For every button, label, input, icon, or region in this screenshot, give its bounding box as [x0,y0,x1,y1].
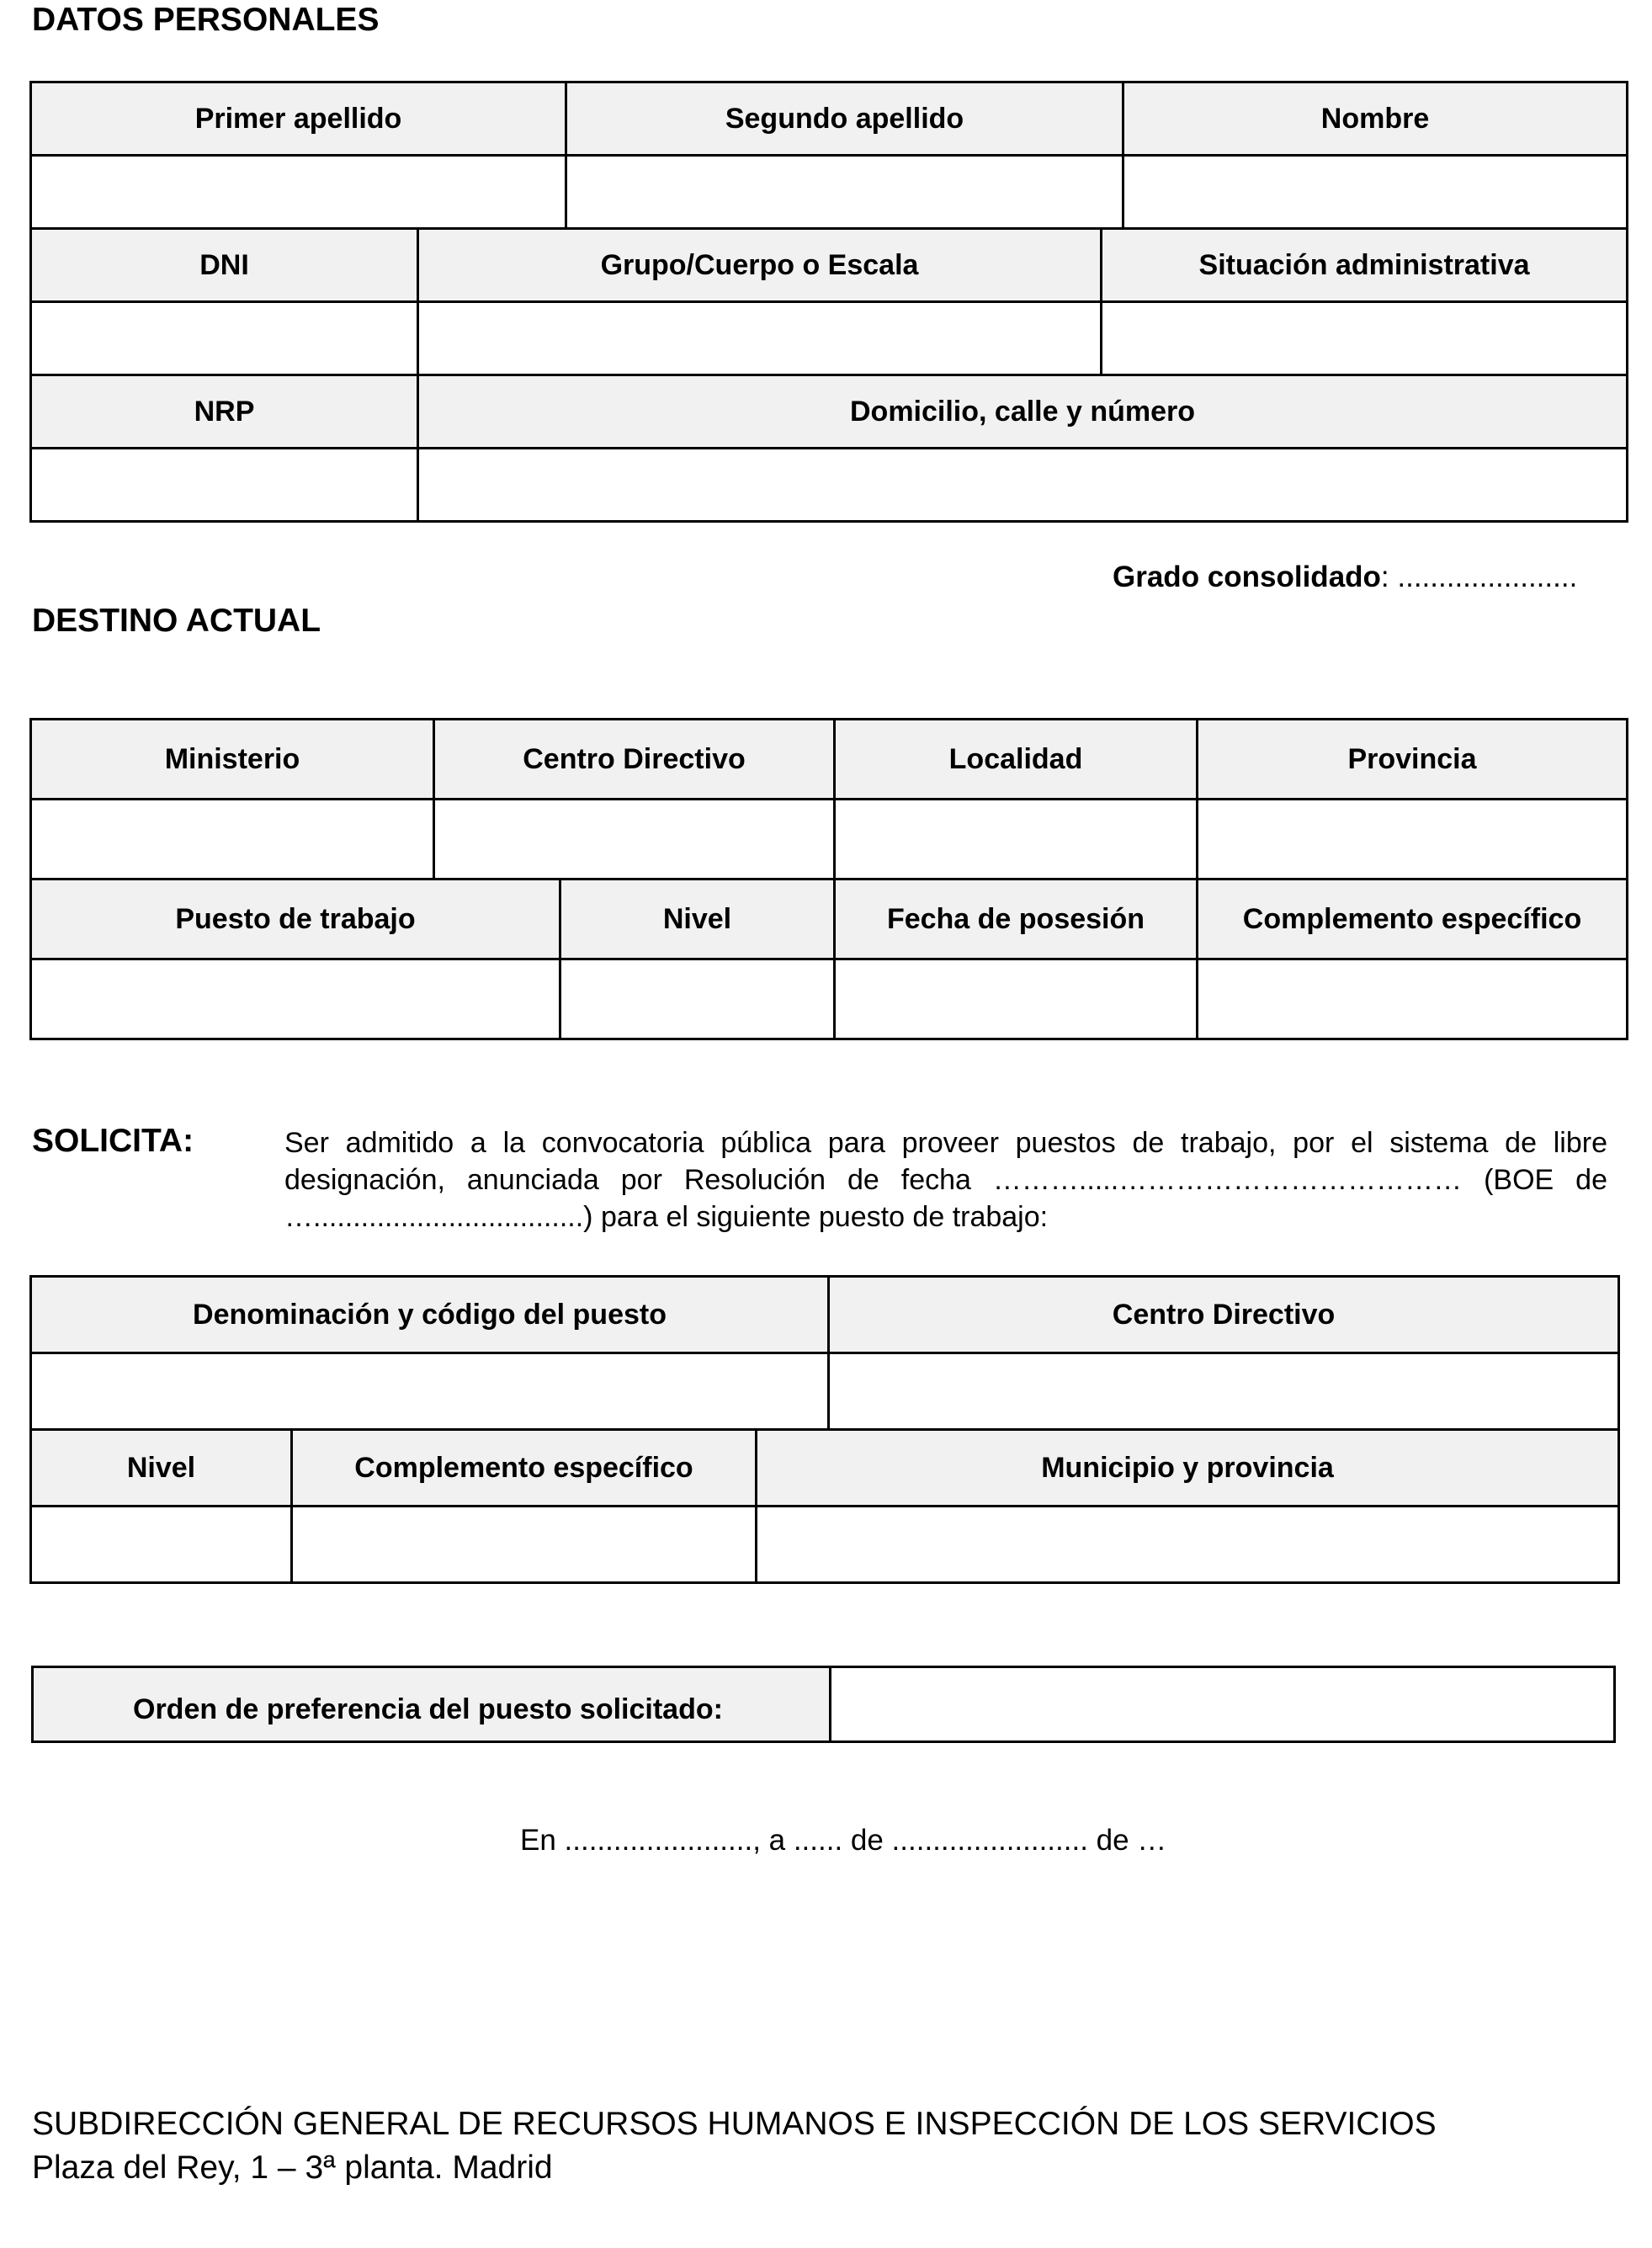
fecha-linea: En ......................., a ...... de ........................ de … [520,1824,1167,1857]
section-title-datos-personales: DATOS PERSONALES [32,2,380,38]
footer-line-1: SUBDIRECCIÓN GENERAL DE RECURSOS HUMANOS E INSPECCIÓN DE LOS SERVICIOS [32,2106,1437,2142]
field-domicilio[interactable] [418,449,1628,522]
orden-preferencia-table [31,1666,1616,1743]
field-orden-preferencia[interactable] [831,1667,1615,1742]
grado-consolidado-value[interactable]: : ...................... [1380,561,1578,593]
header-centro-directivo: Centro Directivo [434,720,835,800]
header-fecha-posesion: Fecha de posesión [835,880,1198,959]
header-dni: DNI [31,229,418,302]
footer-line-2: Plaza del Rey, 1 – 3ª planta. Madrid [32,2150,553,2186]
header-segundo-apellido: Segundo apellido [566,82,1123,156]
header-complemento-solicitado: Complemento específico [292,1430,757,1507]
header-puesto-trabajo: Puesto de trabajo [31,880,560,959]
field-fecha-posesion[interactable] [835,959,1198,1039]
field-nrp[interactable] [31,449,418,522]
field-centro-directivo[interactable] [434,800,835,880]
field-nivel[interactable] [560,959,835,1039]
field-complemento-especifico[interactable] [1198,959,1628,1039]
field-municipio-provincia[interactable] [757,1507,1619,1583]
header-ministerio: Ministerio [31,720,434,800]
header-nivel-solicitado: Nivel [31,1430,292,1507]
field-situacion-administrativa[interactable] [1102,302,1628,375]
solicita-paragraph: Ser admitido a la convocatoria pública para proveer puestos de trabajo, por el sistema de libre designación, anunciada por Resolución de fecha ……….....……………………………… (BOE de …..................................) para el siguiente puesto de trabajo: [284,1127,1607,1233]
footer-address [32,2102,1437,2190]
field-complemento-solicitado[interactable] [292,1507,757,1583]
header-denominacion-codigo: Denominación y código del puesto [31,1277,829,1353]
solicita-label: SOLICITA: [32,1123,194,1159]
field-dni[interactable] [31,302,418,375]
section-title-destino-actual: DESTINO ACTUAL [32,603,321,639]
field-provincia[interactable] [1198,800,1628,880]
field-localidad[interactable] [835,800,1198,880]
header-nrp: NRP [31,375,418,449]
field-primer-apellido[interactable] [31,156,566,229]
field-ministerio[interactable] [31,800,434,880]
field-nivel-solicitado[interactable] [31,1507,292,1583]
header-localidad: Localidad [835,720,1198,800]
header-grupo-cuerpo: Grupo/Cuerpo o Escala [418,229,1102,302]
header-municipio-provincia: Municipio y provincia [757,1430,1619,1507]
field-puesto-trabajo[interactable] [31,959,560,1039]
header-nombre: Nombre [1123,82,1628,156]
header-domicilio: Domicilio, calle y número [418,375,1628,449]
header-situacion-administrativa: Situación administrativa [1102,229,1628,302]
field-denominacion-codigo[interactable] [31,1353,829,1430]
field-grupo-cuerpo[interactable] [418,302,1102,375]
header-nivel: Nivel [560,880,835,959]
header-provincia: Provincia [1198,720,1628,800]
personal-data-table [29,81,1628,523]
grado-consolidado-label: Grado consolidado [1113,561,1381,593]
header-centro-directivo-solicitado: Centro Directivo [829,1277,1619,1353]
puesto-solicitado-table [29,1275,1620,1584]
header-primer-apellido: Primer apellido [31,82,566,156]
grado-consolidado [1113,561,1577,594]
orden-preferencia-label: Orden de preferencia del puesto solicitado: [33,1667,831,1742]
field-centro-directivo-solicitado[interactable] [829,1353,1619,1430]
field-segundo-apellido[interactable] [566,156,1123,229]
destino-actual-table [29,718,1628,1040]
header-complemento-especifico: Complemento específico [1198,880,1628,959]
field-nombre[interactable] [1123,156,1628,229]
